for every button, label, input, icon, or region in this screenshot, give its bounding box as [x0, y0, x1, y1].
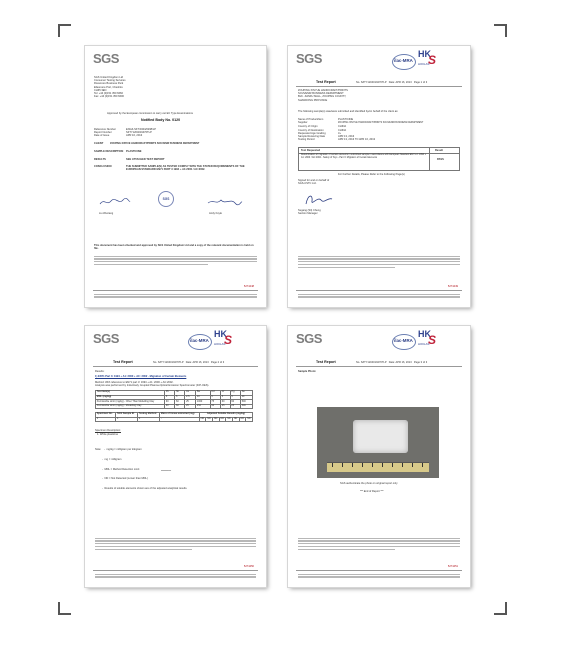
further-details-note: For Further Details, Please Refer to the Following Page(s) — [338, 173, 405, 176]
hoklas-logo: HK — [418, 329, 431, 339]
photo-caption: SGS authenticate the photo on original report only — [340, 482, 398, 485]
crop-mark-bottom-left — [58, 602, 71, 615]
sample-fields: Name of Product/Item PLASTICINE Supplier ZOUPING XINYUE HANDICRAFT/PRINTS SOUVENIR BUSINESS DEPARTMENT Country of Origin CHINA Country of Destination CHINA Requested Age Grading 3+ Sample Receiving Date APR 13, 2013 Testing Period APR 13, 2013 TO APR 16, 2013 — [298, 118, 424, 142]
crop-mark-bottom-right — [494, 602, 507, 615]
footer-fine-print — [95, 572, 256, 579]
sgs-logo: SGS — [296, 51, 322, 66]
specimen-results-table: Specimen No. SGS Sample ID Testing Method Mass of tissue extracted (mg) Adjusted Soluble Results (mg/kg) 1 1 1 - ND ND ND ND ND ND ND ND — [96, 412, 251, 420]
cert-fields: Reference Number ENGZ-SKT/0404/0298/LP Report Number SZTY1204019470TLP Date of Issue APR 16, 2013 — [94, 128, 156, 138]
report-title: Test Report — [113, 360, 133, 364]
terms-fine-print — [95, 536, 256, 552]
accreditation-logos: ilac-MRA HK S HOKLAS — [188, 330, 248, 352]
footnote-fine-print — [94, 254, 257, 267]
ilac-mra-logo: ilac-MRA — [392, 334, 416, 350]
footer-fine-print — [298, 292, 460, 299]
notified-body: Notified Body No. 0120 — [141, 118, 181, 122]
end-mark: ********** — [161, 470, 172, 473]
notes: Note: - mg/kg = milligram per kilogram - mg = milligram - MDL = Method Detection Limit - ND = Not Detected (Lower than MDL) - Results of soluble elements shown are of the adjusted analytical results. — [95, 448, 188, 490]
limits-table: Test Item(s) Pb Sb As Ba Cd Cr Hg Se MDL (mg/kg) 5 5 2.5 10 5 5 5 10 Permissible Limit (mg/kg) - Other Than Modelling Clay 90 60 25 1000 75 60 60 500 Permissible Limit (mg/kg) - Modelling Clay 90 60 25 250 50 25 25 500 — [95, 390, 253, 409]
ilac-mra-logo: ilac-MRA — [392, 54, 416, 70]
report-title: Test Report — [316, 360, 336, 364]
sgs-logo: SGS — [93, 51, 119, 66]
sgs-seal: SGS — [158, 191, 174, 207]
footer-fine-print — [94, 292, 257, 299]
client-row: CLIENT ZOUPING XINYUE HANDICRAFT/PRINTS SOUVENIR BUSINESS DEPARTMENT — [94, 142, 200, 145]
results-label: Results: — [95, 370, 105, 373]
terms-fine-print — [298, 254, 460, 270]
certificate-page — [85, 46, 266, 307]
report-meta: No. SZTY1204019470TLP Date: APR 16, 2013 Page 1 of 3 — [356, 81, 428, 84]
signer-block: Sugang (Sli) Cheng Section Manager — [298, 209, 321, 216]
report-title: Test Report — [316, 80, 336, 84]
header-address: SGS United Kingdom Ltd Consumer Testing Services Rossmore Business Park Ellesmere Port, Cheshire CH65 3EN Tel: +44 (0)151 350 6666 Fax: +44 (0)151 350 6600 — [94, 76, 126, 99]
sample-photo-label: Sample Photo: — [298, 370, 317, 373]
signed-block: Signed for and on behalf of SGS-CSTC Ltd. — [298, 179, 330, 186]
crop-mark-top-right — [494, 24, 507, 37]
report-meta: No. SZTY1204019470TLP Date: APR 16, 2013 Page 2 of 3 — [153, 361, 225, 364]
test-report-page-1 — [288, 46, 470, 307]
sgs-logo: SGS — [93, 331, 119, 346]
section-title: 1) EN71 Part 3: 1994 + A1: 2000 + AC: 2002 - Migration of Certain Elements — [95, 375, 187, 378]
serial-number: 5274449 — [447, 285, 458, 288]
signature-left — [99, 197, 131, 207]
signer-left: Liu Wuxiang — [99, 212, 114, 215]
client-address: ZOUPING XINYUE HANDICRAFT/PRINTS SOUVENIR BUSINESS DEPARTMENT BLK. JIANFU MALL, ZOUPING COUNTY, SHANDONG PROVINCE — [298, 89, 348, 102]
conclusion-label: CONCLUSION — [94, 165, 112, 168]
specimen-description-label: Specimen Description: — [95, 429, 121, 432]
signature — [304, 192, 334, 208]
signature-right — [207, 197, 243, 207]
hoklas-logo: HK — [418, 49, 431, 59]
approval-line: Approved by the European commission to carry out EC Type Examinations — [107, 112, 193, 115]
result-pass: PASS — [437, 158, 444, 161]
accreditation-logos: ilac-MRA HK S HOKLAS — [392, 50, 452, 72]
footer-fine-print — [298, 572, 460, 579]
method-text: Method: With reference to EN71 part 3: 1994 + A1: 2000 + AC:2002. Analysis was performed by Inductively Coupled Plasma-Optical Emission Spectrometer (ICP-OES). — [95, 381, 210, 388]
serial-number: 5274450 — [243, 565, 254, 568]
test-requested-table: Test Requested Result Determination of migration of certain elements in submitted sample in accordance with European Standard EN71-3: 1994 + A1: 2000 / AC:2002 - Safety of Toys - Part 3: Migration of Certain Elements PASS — [298, 147, 460, 171]
intro-line: The following sample(s) was/were submitted and identified by/on behalf of the client as: — [298, 110, 399, 113]
signer-right: Andy Foyle — [209, 212, 222, 215]
serial-number: 5274448 — [243, 285, 254, 288]
hoklas-logo: HK — [214, 329, 227, 339]
accreditation-logos: ilac-MRA HK S HOKLAS — [392, 330, 452, 352]
ruler — [327, 462, 429, 472]
terms-fine-print — [298, 536, 460, 552]
results-row: RESULTS SEE ATTACHED TEST REPORT — [94, 158, 165, 161]
ilac-mra-logo: ilac-MRA — [188, 334, 212, 350]
end-of-report: *** End of Report *** — [360, 490, 384, 493]
test-report-page-3 — [288, 326, 470, 587]
specimen-description: 1. White plasticine — [97, 433, 119, 436]
plasticine-sample — [353, 420, 408, 453]
test-requested-item: Determination of migration of certain elements in submitted sample in accordance with European Standard EN71-3: 1994 + A1: 2000 / AC:2002 - Safety of Toys - Part 3: Migration of Certain Elements — [301, 154, 427, 159]
sample-row: SAMPLE DESCRIPTION PLASTICINE — [94, 150, 142, 153]
serial-number: 5274451 — [447, 565, 458, 568]
sgs-logo: SGS — [296, 331, 322, 346]
sample-photo — [317, 407, 439, 478]
conclusion-text: THE SUBMITTED SAMPLE(S) AS TESTED COMPLY WITH THE STATED REQUIREMENTS OF THE EUROPEAN STANDARD EN71 PART 3 1994 + A1:2000 / AC:2002. — [126, 165, 245, 172]
test-report-page-2 — [85, 326, 266, 587]
report-meta: No. SZTY1204019470TLP Date: APR 16, 2013 Page 3 of 3 — [356, 361, 428, 364]
certificate-footnote: This document has been checked and approved by SGS United Kingdom Ltd and a copy of the relevant documentation is held on file. — [94, 244, 254, 251]
crop-mark-top-left — [58, 24, 71, 37]
